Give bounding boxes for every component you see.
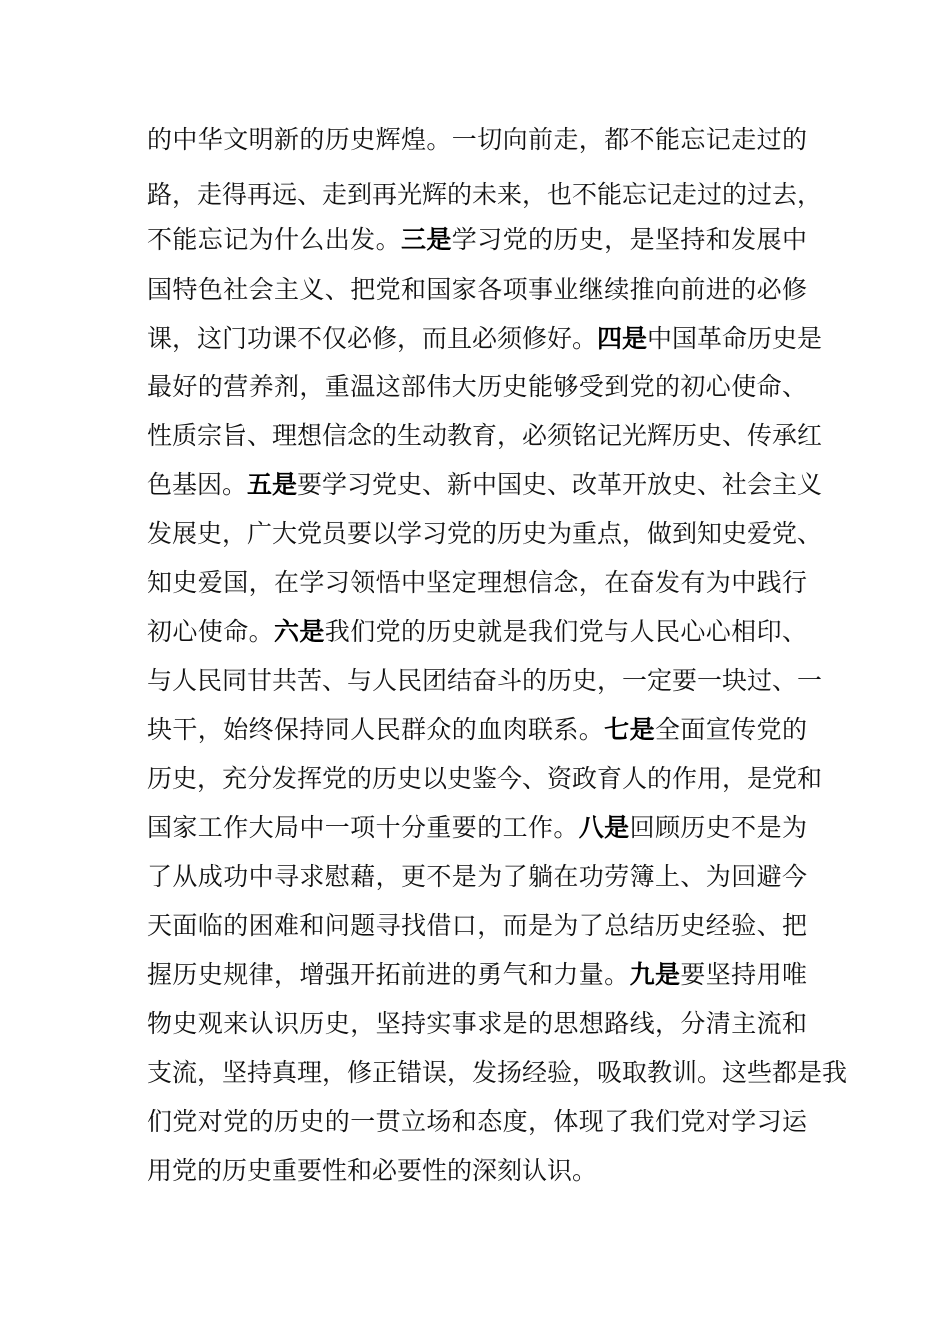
text-line — [147, 706, 807, 754]
text-line — [147, 1098, 807, 1146]
text-segment: 性质宗旨、理想信念的生动教育，必须铭记光辉历史、传承红 — [147, 421, 823, 450]
text-line — [147, 171, 823, 219]
text-segment: 们党对党的历史的一贯立场和态度，体现了我们党对学习运 — [147, 1107, 807, 1136]
text-segment: 最好的营养剂，重温这部伟大历史能够受到党的初心使命、 — [147, 372, 807, 401]
text-line — [147, 116, 807, 164]
text-segment: 国家工作大局中一项十分重要的工作。 — [147, 813, 579, 842]
text-segment: 的中华文明新的历史辉煌。一切向前走，都不能忘记走过的 — [147, 125, 807, 154]
bold-marker: 三是 — [400, 225, 452, 254]
text-segment: 与人民同甘共苦、与人民团结奋斗的历史，一定要一块过、一 — [147, 666, 823, 695]
text-line — [147, 951, 807, 999]
text-segment: 全面宣传党的 — [654, 715, 807, 744]
text-line — [147, 657, 823, 705]
text-line — [147, 412, 823, 460]
text-segment: 不能忘记为什么出发。 — [147, 225, 401, 254]
bold-marker: 四是 — [597, 324, 648, 353]
text-segment: 天面临的困难和问题寻找借口，而是为了总结历史经验、把 — [147, 911, 807, 940]
text-line — [147, 315, 823, 363]
bold-marker: 五是 — [247, 470, 298, 499]
text-segment: 块干，始终保持同人民群众的血肉联系。 — [147, 715, 605, 744]
text-line — [147, 216, 807, 264]
text-line — [147, 853, 807, 901]
text-line — [147, 461, 823, 509]
text-segment: 课，这门功课不仅必修，而且必须修好。 — [147, 324, 598, 353]
bold-marker: 六是 — [274, 617, 325, 646]
text-segment: 回顾历史不是为 — [629, 813, 807, 842]
text-segment: 我们党的历史就是我们党与人民心心相印、 — [324, 617, 807, 646]
text-segment: 了从成功中寻求慰藉，更不是为了躺在功劳簿上、为回避今 — [147, 862, 807, 891]
text-segment: 历史，充分发挥党的历史以史鉴今、资政育人的作用，是党和 — [147, 764, 823, 793]
text-line — [147, 1049, 848, 1097]
text-segment: 发展史，广大党员要以学习党的历史为重点，做到知史爱党、 — [147, 519, 823, 548]
text-line — [147, 1000, 807, 1048]
bold-marker: 七是 — [604, 715, 655, 744]
text-segment: 用党的历史重要性和必要性的深刻认识。 — [147, 1156, 598, 1185]
text-segment: 路，走得再远、走到再光辉的未来，也不能忘记走过的过去， — [147, 180, 823, 209]
text-segment: 中国革命历史是 — [647, 324, 823, 353]
text-line — [147, 559, 807, 607]
text-segment: 要坚持用唯 — [680, 960, 807, 989]
text-segment: 色基因。 — [147, 470, 248, 499]
text-segment: 握历史规律，增强开拓前进的勇气和力量。 — [147, 960, 630, 989]
text-segment: 支流，坚持真理，修正错误，发扬经验，吸取教训。这些都是我 — [147, 1058, 848, 1087]
text-line — [147, 755, 823, 803]
text-segment: 国特色社会主义、把党和国家各项事业继续推向前进的必修 — [147, 275, 807, 304]
bold-marker: 九是 — [629, 960, 681, 989]
text-line — [147, 510, 823, 558]
text-line — [147, 902, 807, 950]
text-line — [147, 363, 807, 411]
text-line — [147, 608, 807, 656]
text-segment: 初心使命。 — [147, 617, 274, 646]
text-segment: 物史观来认识历史，坚持实事求是的思想路线，分清主流和 — [147, 1009, 807, 1038]
text-segment: 知史爱国，在学习领悟中坚定理想信念，在奋发有为中践行 — [147, 568, 807, 597]
text-line — [147, 804, 807, 852]
text-line — [147, 266, 807, 314]
text-segment: 要学习党史、新中国史、改革开放史、社会主义 — [297, 470, 823, 499]
text-line — [147, 1147, 807, 1195]
text-segment: 学习党的历史，是坚持和发展中 — [451, 225, 807, 254]
bold-marker: 八是 — [578, 813, 630, 842]
